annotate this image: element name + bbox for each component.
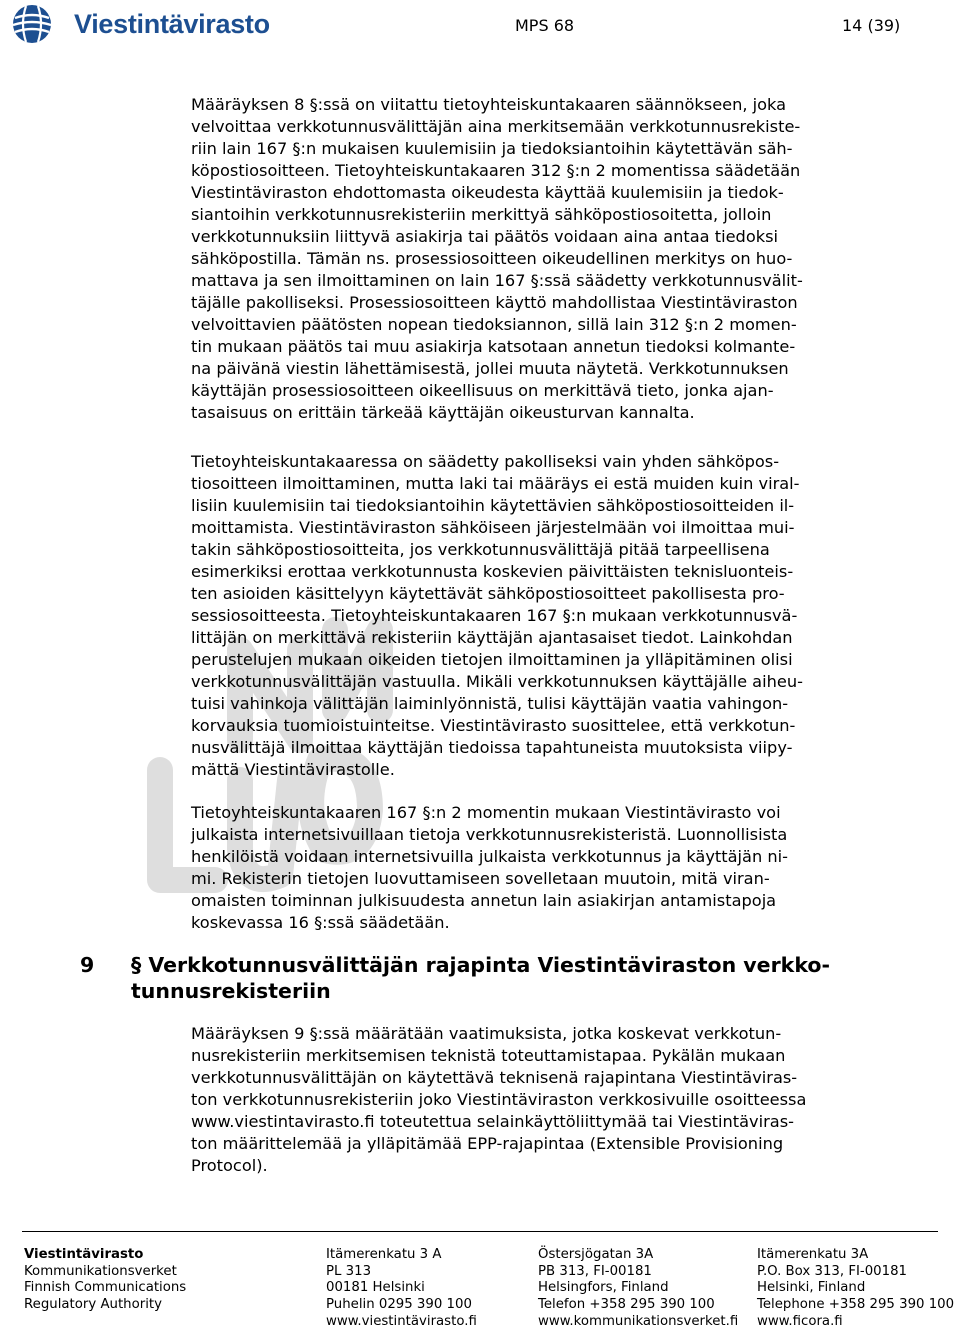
section-number: 9: [80, 953, 95, 977]
footer-line: PL 313: [326, 1263, 372, 1279]
footer-line: Telefon +358 295 390 100: [538, 1297, 715, 1313]
footer-line: Östersjögatan 3A: [538, 1247, 654, 1262]
section-title: § Verkkotunnusvälittäjän rajapinta Viestintäviraston verkko- tunnusrekisteriin: [131, 953, 830, 1003]
footer-line: Regulatory Authority: [24, 1297, 162, 1313]
agency-logo: [10, 2, 270, 46]
footer-column-swedish: [538, 1247, 738, 1331]
footer-line: Helsinki, Finland: [757, 1280, 866, 1296]
footer-line: Telephone +358 295 390 100: [757, 1297, 955, 1313]
footer-line: Helsingfors, Finland: [538, 1280, 669, 1296]
footer-line: Puhelin 0295 390 100: [326, 1297, 472, 1313]
footer-line: Viestintävirasto: [24, 1247, 144, 1262]
globe-logo-icon: [10, 2, 66, 46]
footer-line: 00181 Helsinki: [326, 1280, 425, 1296]
footer-link[interactable]: www.ficora.fi: [757, 1313, 843, 1329]
footer-column-english: [757, 1247, 954, 1331]
page-number: 14 (39): [842, 16, 901, 35]
footer-link[interactable]: www.kommunikationsverket.fi: [538, 1313, 739, 1329]
footer-line: Itämerenkatu 3 A: [326, 1247, 442, 1262]
document-id: MPS 68: [515, 16, 575, 35]
page-header: [0, 0, 960, 60]
paragraph-3: Tietoyhteiskuntakaaren 167 §:n 2 momentin mukaan Viestintävirasto voi julkaista internetsivuillaan tietoja verkkotunnusrekisteristä. Luonnollisista henkilöistä voidaan internetsivuilla julkaista verkkotunnus ja käyttäjän ni- mi. Rekisterin tietojen luovuttamiseen sovelletaan muutoin, mitä viran- omaisten toiminnan julkisuudesta annetun lain asiakirjan antamistapoja koskevassa 16 §:ssä säädetään.: [191, 803, 788, 932]
footer-divider: [22, 1231, 938, 1232]
footer-line: PB 313, FI-00181: [538, 1263, 652, 1279]
footer-line: P.O. Box 313, FI-00181: [757, 1263, 907, 1279]
footer-column-agency: [24, 1247, 186, 1314]
footer-column-finnish: [326, 1247, 477, 1331]
footer-line: Finnish Communications: [24, 1280, 187, 1296]
paragraph-2: Tietoyhteiskuntakaaressa on säädetty pakolliseksi vain yhden sähköpos- tiosoitteen ilmoittaminen, mutta laki tai määräys ei estä muiden kuin viral- lisiin kuulemisiin tai tiedoksiantoihin käytettävien sähköpostiosoitteiden il- moittamista. Viestintäviraston sähköiseen järjestelmään voi ilmoittaa mui- takin sähköpostiosoitteita, jos verkkotunnusvälittäjä pitää tarpeellisena esimerkiksi erottaa verkkotunnusta koskevien päivittäisten teknisluonteis- ten asioiden käsittelyyn käytettävät sähköpostiosoitteet pakollisesta pro- sessiosoitteesta. Tietoyhteiskuntakaaren 167 §:n mukaan verkkotunnusvä- littäjän on merkittävä rekisteriin käyttäjän ajantasaiset tiedot. Lainkohdan perustelujen mukaan oikeiden tietojen ilmoittaminen ja ylläpitäminen olisi verkkotunnusvälittäjän vastuulla. Mikäli verkkotunnuksen käyttäjälle aiheu- tuisi vahinkoja välittäjän laiminlyönnistä, tulisi käyttäjän vaatia vahingon- korvauksia tuomioistuinteitse. Viestintävirasto suosittelee, että verkkotun- nusvälittäjä ilmoittaa käyttäjän tiedoissa tapahtuneista muutoksista viipy- mättä Viestintävirastolle.: [191, 452, 803, 779]
paragraph-4: Määräyksen 9 §:ssä määrätään vaatimuksista, jotka koskevat verkkotun- nusrekisteriin merkitsemisen teknistä toteuttamistapaa. Pykälän mukaan verkkotunnusvälittäjän on käytettävä teknisenä rajapintana Viestintäviras- ton verkkotunnusrekisteriin joko Viestintäviraston verkkosivuille osoitteessa www.viestintavirasto.fi toteutettua selainkäyttöliittymää tai Viestintäviras- ton määrittelemää ja ylläpitämää EPP-rajapintaa (Extensible Provisioning Protocol).: [191, 1024, 807, 1175]
footer-link[interactable]: www.viestintävirasto.fi: [326, 1313, 477, 1329]
logo-text: Viestintävirasto: [74, 8, 270, 39]
footer-line: Kommunikationsverket: [24, 1263, 177, 1279]
paragraph-1: Määräyksen 8 §:ssä on viitattu tietoyhteiskuntakaaren säännökseen, joka velvoittaa verkkotunnusvälittäjän aina merkitsemään verkkotunnusrekiste- riin lain 167 §:n mukaisen kuulemisiin ja tiedoksiantoihin käytettävän säh- köpostiosoitteen. Tietoyhteiskuntakaaren 312 §:n 2 momentissa säädetään Viestintäviraston ehdottomasta oikeudesta käyttää kuulemisiin ja tiedok- siantoihin verkkotunnusrekisteriin merkittyä sähköpostiosoitetta, jolloin verkkotunnuksiin liittyvä asiakirja tai päätös voidaan aina antaa tiedoksi sähköpostilla. Tämän ns. prosessiosoitteen oikeudellinen merkitys on huo- mattava ja sen ilmoittaminen on lain 167 §:ssä säädetty verkkotunnusvälit- täjälle pakolliseksi. Prosessiosoitteen käyttö mahdollistaa Viestintäviraston velvoittavien päätösten nopean tiedoksiannon, sillä lain 312 §:n 2 momen- tin mukaan päätös tai muu asiakirja katsotaan annetun tiedoksi kolmante- na päivänä viestin lähettämisestä, jollei muuta näytetä. Verkkotunnuksen käyttäjän prosessiosoitteen oikeellisuus on merkittävä tieto, jonka ajan- tasaisuus on erittäin tärkeää käyttäjän oikeusturvan kannalta.: [191, 95, 803, 422]
footer-line: Itämerenkatu 3A: [757, 1247, 869, 1262]
